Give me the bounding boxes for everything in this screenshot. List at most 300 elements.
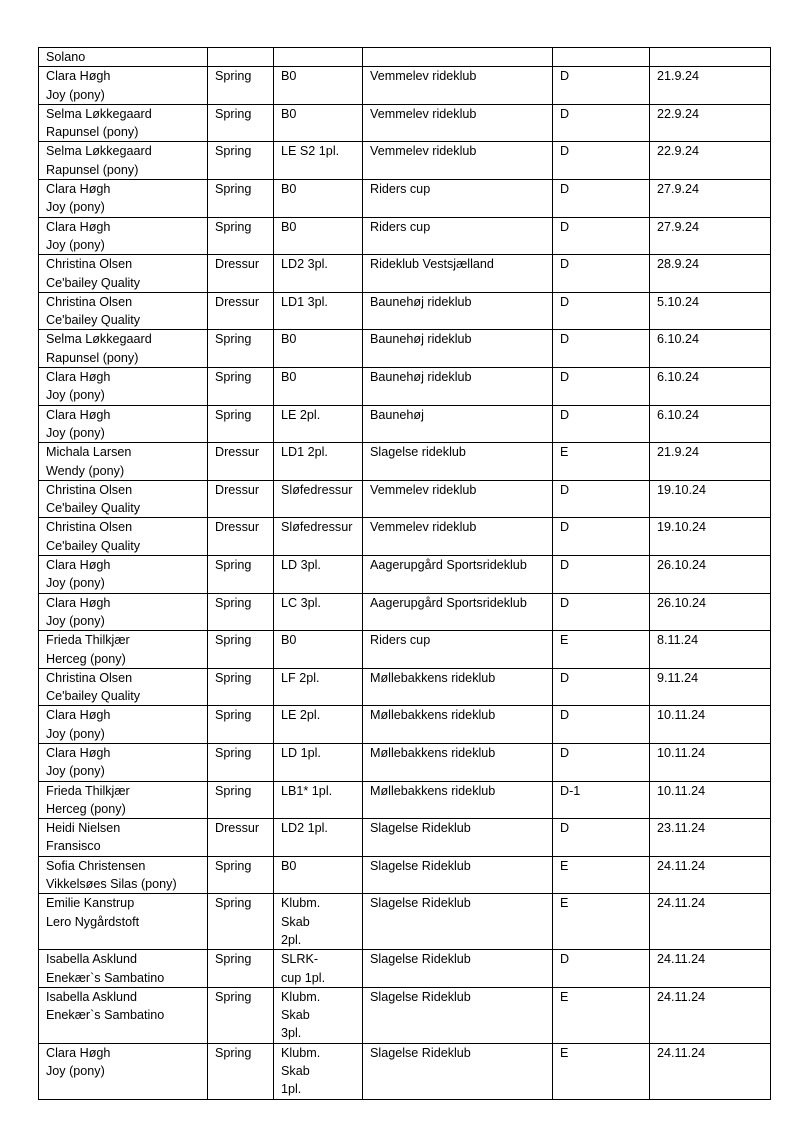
discipline-cell	[208, 856, 274, 894]
discipline-text: Spring	[215, 219, 252, 234]
club-text: Baunehøj rideklub	[370, 370, 472, 385]
date-text: 26.10.24	[657, 595, 707, 610]
date-text: 23.11.24	[657, 821, 706, 836]
rider-horse-cell	[39, 368, 208, 406]
rider-name: Clara Høgh	[46, 708, 111, 723]
club-text: Slagelse Rideklub	[370, 858, 471, 873]
table-row	[39, 330, 771, 368]
horse-name: Enekær`s Sambatino	[46, 970, 165, 985]
club-cell	[363, 856, 553, 894]
horse-name: Ce'bailey Quality	[46, 313, 141, 328]
discipline-text: Spring	[215, 670, 252, 685]
rider-horse-cell	[39, 819, 208, 857]
date-cell	[650, 950, 771, 988]
rider-horse-cell	[39, 593, 208, 631]
discipline-cell	[208, 1043, 274, 1099]
level-text: LF 2pl.	[281, 670, 320, 685]
level-cell	[274, 405, 363, 443]
class-cell	[553, 217, 650, 255]
class-cell	[553, 142, 650, 180]
table-row	[39, 668, 771, 706]
table-row	[39, 556, 771, 594]
date-cell	[650, 819, 771, 857]
club-text: Møllebakkens rideklub	[370, 708, 496, 723]
level-cell	[274, 950, 363, 988]
class-cell	[553, 668, 650, 706]
horse-name: Lero Nygårdstoft	[46, 914, 140, 929]
club-cell	[363, 104, 553, 142]
level-text: B0	[281, 69, 297, 84]
rider-horse-cell	[39, 217, 208, 255]
date-cell	[650, 987, 771, 1043]
class-text: D	[560, 708, 570, 723]
rider-name: Clara Høgh	[46, 370, 111, 385]
club-text: Slagelse Rideklub	[370, 989, 471, 1004]
club-cell	[363, 987, 553, 1043]
discipline-cell	[208, 180, 274, 218]
discipline-cell	[208, 405, 274, 443]
club-text: Vemmelev rideklub	[370, 106, 477, 121]
club-cell	[363, 631, 553, 669]
date-cell	[650, 631, 771, 669]
rider-name: Clara Høgh	[46, 219, 111, 234]
level-text: Klubm. Skab 1pl.	[281, 1045, 321, 1097]
class-cell	[553, 894, 650, 950]
discipline-text: Spring	[215, 1045, 252, 1060]
table-row	[39, 180, 771, 218]
rider-name: Christina Olsen	[46, 294, 133, 309]
club-cell	[363, 593, 553, 631]
horse-name: Ce'bailey Quality	[46, 689, 141, 704]
date-cell	[650, 894, 771, 950]
discipline-text: Spring	[215, 858, 252, 873]
level-cell	[274, 368, 363, 406]
class-cell	[553, 950, 650, 988]
level-cell	[274, 292, 363, 330]
rider-name: Clara Høgh	[46, 558, 111, 573]
table-row	[39, 743, 771, 781]
level-text: LE S2 1pl.	[281, 144, 340, 159]
discipline-cell	[208, 743, 274, 781]
rider-name: Clara Høgh	[46, 182, 111, 197]
results-table	[38, 47, 771, 1100]
date-cell	[650, 180, 771, 218]
date-cell	[650, 104, 771, 142]
level-cell	[274, 67, 363, 105]
level-cell	[274, 556, 363, 594]
rider-horse-cell	[39, 180, 208, 218]
date-cell	[650, 255, 771, 293]
rider-name: Isabella Asklund	[46, 952, 138, 967]
class-cell	[553, 556, 650, 594]
date-cell	[650, 1043, 771, 1099]
horse-name: Ce'bailey Quality	[46, 275, 141, 290]
class-cell	[553, 292, 650, 330]
class-text: D	[560, 482, 570, 497]
level-cell	[274, 631, 363, 669]
rider-horse-cell	[39, 518, 208, 556]
rider-horse-cell	[39, 48, 208, 67]
discipline-text: Spring	[215, 407, 252, 422]
class-cell	[553, 255, 650, 293]
class-text: D	[560, 407, 570, 422]
rider-name: Michala Larsen	[46, 445, 132, 460]
class-cell	[553, 781, 650, 819]
horse-name: Rapunsel (pony)	[46, 350, 139, 365]
table-row	[39, 443, 771, 481]
class-text: D	[560, 144, 570, 159]
horse-name: Ce'bailey Quality	[46, 501, 141, 516]
date-text: 24.11.24	[657, 858, 706, 873]
level-text: LD 3pl.	[281, 558, 321, 573]
club-cell	[363, 180, 553, 218]
date-cell	[650, 856, 771, 894]
table-row	[39, 819, 771, 857]
class-cell	[553, 743, 650, 781]
rider-name: Christina Olsen	[46, 520, 133, 535]
level-text: B0	[281, 633, 297, 648]
club-cell	[363, 781, 553, 819]
rider-horse-cell	[39, 480, 208, 518]
rider-horse-cell	[39, 856, 208, 894]
rider-horse-cell	[39, 104, 208, 142]
level-text: B0	[281, 182, 297, 197]
rider-name: Isabella Asklund	[46, 989, 138, 1004]
level-cell	[274, 104, 363, 142]
discipline-cell	[208, 217, 274, 255]
rider-name: Emilie Kanstrup	[46, 896, 135, 911]
club-text: Møllebakkens rideklub	[370, 745, 496, 760]
class-cell	[553, 368, 650, 406]
discipline-cell	[208, 987, 274, 1043]
rider-name: Frieda Thilkjær	[46, 633, 130, 648]
class-cell	[553, 706, 650, 744]
discipline-cell	[208, 443, 274, 481]
horse-name: Joy (pony)	[46, 764, 105, 779]
date-text: 19.10.24	[657, 482, 707, 497]
table-row	[39, 217, 771, 255]
club-cell	[363, 292, 553, 330]
level-cell	[274, 743, 363, 781]
club-cell	[363, 706, 553, 744]
horse-name: Joy (pony)	[46, 1064, 105, 1079]
level-cell	[274, 1043, 363, 1099]
level-cell	[274, 480, 363, 518]
class-text: D	[560, 670, 570, 685]
table-row	[39, 631, 771, 669]
discipline-text: Spring	[215, 558, 252, 573]
date-cell	[650, 330, 771, 368]
level-text: LE 2pl.	[281, 407, 321, 422]
class-cell	[553, 48, 650, 67]
club-text: Slagelse Rideklub	[370, 896, 471, 911]
level-cell	[274, 180, 363, 218]
table-row	[39, 142, 771, 180]
class-text: E	[560, 858, 569, 873]
table-row	[39, 48, 771, 67]
level-text: B0	[281, 219, 297, 234]
class-text: D	[560, 219, 570, 234]
club-text: Baunehøj rideklub	[370, 332, 472, 347]
rider-horse-cell	[39, 668, 208, 706]
rider-horse-cell	[39, 1043, 208, 1099]
date-cell	[650, 668, 771, 706]
level-text: Sløfedressur	[281, 520, 353, 535]
level-text: LD2 3pl.	[281, 257, 328, 272]
class-text: E	[560, 896, 569, 911]
class-cell	[553, 405, 650, 443]
date-text: 27.9.24	[657, 219, 700, 234]
class-cell	[553, 987, 650, 1043]
horse-name: Wendy (pony)	[46, 463, 125, 478]
rider-horse-cell	[39, 631, 208, 669]
discipline-cell	[208, 255, 274, 293]
class-text: E	[560, 1045, 569, 1060]
rider-name: Selma Løkkegaard	[46, 106, 152, 121]
level-text: Klubm. Skab 2pl.	[281, 896, 321, 947]
table-row	[39, 67, 771, 105]
level-text: B0	[281, 858, 297, 873]
date-cell	[650, 480, 771, 518]
level-cell	[274, 706, 363, 744]
discipline-text: Dressur	[215, 482, 260, 497]
class-cell	[553, 180, 650, 218]
date-cell	[650, 781, 771, 819]
date-text: 6.10.24	[657, 370, 700, 385]
class-cell	[553, 480, 650, 518]
rider-name: Christina Olsen	[46, 257, 133, 272]
date-cell	[650, 48, 771, 67]
date-cell	[650, 67, 771, 105]
class-text: D	[560, 106, 570, 121]
class-cell	[553, 518, 650, 556]
horse-name: Ce'bailey Quality	[46, 538, 141, 553]
date-cell	[650, 443, 771, 481]
rider-horse-cell	[39, 781, 208, 819]
level-text: LB1* 1pl.	[281, 783, 333, 798]
discipline-cell	[208, 292, 274, 330]
level-cell	[274, 48, 363, 67]
class-text: D	[560, 745, 570, 760]
class-text: E	[560, 989, 569, 1004]
date-cell	[650, 518, 771, 556]
rider-horse-cell	[39, 405, 208, 443]
rider-horse-cell	[39, 292, 208, 330]
club-cell	[363, 443, 553, 481]
discipline-text: Dressur	[215, 294, 260, 309]
rider-name: Clara Høgh	[46, 407, 111, 422]
date-text: 5.10.24	[657, 294, 700, 309]
club-text: Slagelse rideklub	[370, 445, 466, 460]
rider-horse-cell	[39, 443, 208, 481]
rider-horse-cell	[39, 142, 208, 180]
class-text: D	[560, 595, 570, 610]
club-cell	[363, 368, 553, 406]
discipline-text: Dressur	[215, 821, 260, 836]
club-text: Vemmelev rideklub	[370, 520, 477, 535]
rider-horse-cell	[39, 743, 208, 781]
level-text: B0	[281, 370, 297, 385]
class-cell	[553, 631, 650, 669]
date-text: 24.11.24	[657, 1045, 706, 1060]
date-text: 19.10.24	[657, 520, 707, 535]
level-text: Klubm. Skab 3pl.	[281, 989, 321, 1041]
club-cell	[363, 950, 553, 988]
level-cell	[274, 330, 363, 368]
date-cell	[650, 556, 771, 594]
club-text: Aagerupgård Sportsrideklub	[370, 558, 527, 573]
discipline-cell	[208, 593, 274, 631]
level-text: LE 2pl.	[281, 708, 321, 723]
rider-name: Solano	[46, 50, 86, 64]
club-text: Rideklub Vestsjælland	[370, 257, 494, 272]
discipline-text: Spring	[215, 144, 252, 159]
level-cell	[274, 443, 363, 481]
rider-horse-cell	[39, 706, 208, 744]
level-cell	[274, 781, 363, 819]
discipline-text: Spring	[215, 896, 252, 911]
club-cell	[363, 819, 553, 857]
club-cell	[363, 1043, 553, 1099]
discipline-text: Spring	[215, 332, 252, 347]
class-cell	[553, 443, 650, 481]
class-text: D	[560, 952, 570, 967]
level-cell	[274, 894, 363, 950]
rider-horse-cell	[39, 950, 208, 988]
rider-horse-cell	[39, 67, 208, 105]
horse-name: Joy (pony)	[46, 425, 105, 440]
class-cell	[553, 330, 650, 368]
club-cell	[363, 743, 553, 781]
level-cell	[274, 856, 363, 894]
rider-name: Clara Høgh	[46, 595, 111, 610]
date-cell	[650, 405, 771, 443]
horse-name: Joy (pony)	[46, 726, 105, 741]
date-text: 10.11.24	[657, 708, 706, 723]
horse-name: Rapunsel (pony)	[46, 162, 139, 177]
club-cell	[363, 330, 553, 368]
club-text: Baunehøj	[370, 407, 424, 422]
rider-name: Selma Løkkegaard	[46, 332, 152, 347]
date-text: 8.11.24	[657, 633, 699, 648]
date-text: 27.9.24	[657, 182, 700, 197]
level-text: B0	[281, 106, 297, 121]
horse-name: Joy (pony)	[46, 237, 105, 252]
class-text: E	[560, 633, 569, 648]
level-text: LD1 2pl.	[281, 445, 328, 460]
horse-name: Joy (pony)	[46, 87, 105, 102]
date-text: 26.10.24	[657, 558, 707, 573]
date-text: 6.10.24	[657, 332, 700, 347]
table-row	[39, 781, 771, 819]
date-text: 22.9.24	[657, 144, 700, 159]
rider-horse-cell	[39, 255, 208, 293]
rider-horse-cell	[39, 330, 208, 368]
table-row	[39, 518, 771, 556]
club-text: Riders cup	[370, 182, 431, 197]
discipline-cell	[208, 668, 274, 706]
level-cell	[274, 142, 363, 180]
rider-horse-cell	[39, 987, 208, 1043]
club-text: Vemmelev rideklub	[370, 482, 477, 497]
class-text: D	[560, 182, 570, 197]
club-cell	[363, 556, 553, 594]
level-text: SLRK-cup 1pl.	[281, 952, 326, 985]
date-cell	[650, 142, 771, 180]
table-row	[39, 894, 771, 950]
rider-name: Sofia Christensen	[46, 858, 146, 873]
table-row	[39, 292, 771, 330]
table-row	[39, 706, 771, 744]
club-cell	[363, 405, 553, 443]
discipline-text: Spring	[215, 708, 252, 723]
table-row	[39, 480, 771, 518]
level-text: LD2 1pl.	[281, 821, 328, 836]
date-text: 22.9.24	[657, 106, 700, 121]
rider-horse-cell	[39, 894, 208, 950]
horse-name: Rapunsel (pony)	[46, 125, 139, 140]
club-text: Riders cup	[370, 633, 431, 648]
discipline-text: Spring	[215, 595, 252, 610]
discipline-text: Spring	[215, 633, 252, 648]
table-row	[39, 104, 771, 142]
club-text: Vemmelev rideklub	[370, 144, 477, 159]
class-text: D-1	[560, 783, 581, 798]
discipline-cell	[208, 556, 274, 594]
date-text: 6.10.24	[657, 407, 700, 422]
club-text: Møllebakkens rideklub	[370, 670, 496, 685]
rider-name: Frieda Thilkjær	[46, 783, 130, 798]
date-cell	[650, 217, 771, 255]
class-text: D	[560, 69, 570, 84]
class-text: D	[560, 558, 570, 573]
club-cell	[363, 255, 553, 293]
rider-name: Clara Høgh	[46, 745, 111, 760]
table-row	[39, 405, 771, 443]
horse-name: Herceg (pony)	[46, 651, 126, 666]
class-text: D	[560, 370, 570, 385]
date-text: 21.9.24	[657, 69, 700, 84]
rider-name: Clara Høgh	[46, 69, 111, 84]
club-text: Vemmelev rideklub	[370, 69, 477, 84]
date-cell	[650, 743, 771, 781]
discipline-cell	[208, 67, 274, 105]
class-text: D	[560, 520, 570, 535]
discipline-cell	[208, 894, 274, 950]
discipline-text: Spring	[215, 952, 252, 967]
date-cell	[650, 292, 771, 330]
club-text: Møllebakkens rideklub	[370, 783, 496, 798]
discipline-cell	[208, 950, 274, 988]
discipline-text: Dressur	[215, 445, 260, 460]
rider-name: Christina Olsen	[46, 670, 133, 685]
horse-name: Joy (pony)	[46, 200, 105, 215]
discipline-text: Spring	[215, 783, 252, 798]
discipline-text: Dressur	[215, 520, 260, 535]
rider-name: Heidi Nielsen	[46, 821, 121, 836]
level-cell	[274, 255, 363, 293]
rider-horse-cell	[39, 556, 208, 594]
horse-name: Vikkelsøes Silas (pony)	[46, 877, 177, 892]
discipline-text: Spring	[215, 370, 252, 385]
club-cell	[363, 480, 553, 518]
class-cell	[553, 1043, 650, 1099]
table-row	[39, 950, 771, 988]
class-text: D	[560, 821, 570, 836]
date-cell	[650, 368, 771, 406]
rider-name: Selma Løkkegaard	[46, 144, 152, 159]
discipline-text: Spring	[215, 182, 252, 197]
